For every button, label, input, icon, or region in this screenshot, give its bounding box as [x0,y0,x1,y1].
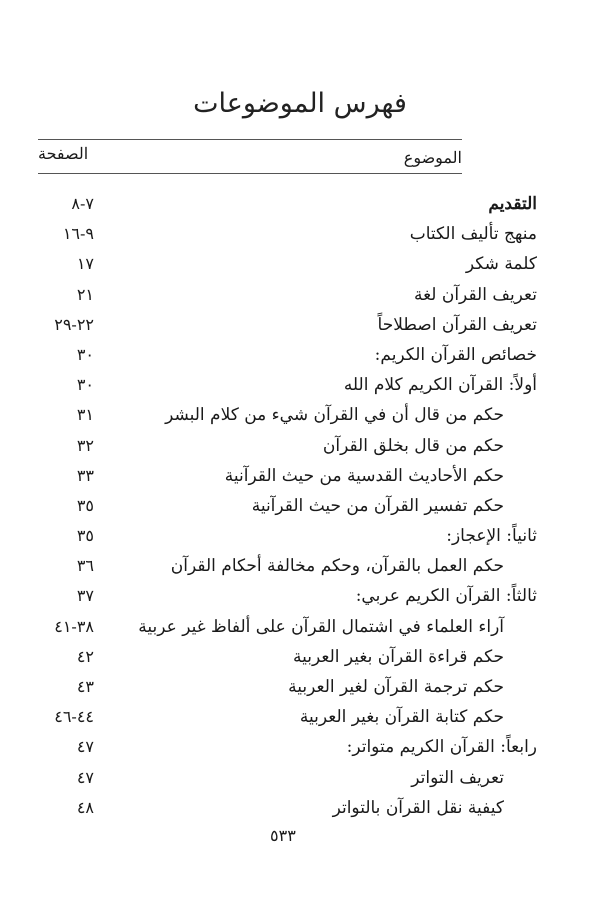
toc-entry-title: حكم قراءة القرآن بغير العربية [293,646,504,667]
toc-entry-title: كيفية نقل القرآن بالتواتر [332,797,504,818]
toc-entry [0,794,600,824]
toc-entry [0,522,600,552]
table-of-contents [0,190,600,824]
toc-entry [0,190,600,220]
page-title: فهرس الموضوعات [193,88,407,119]
toc-entry [0,250,600,280]
toc-entry-page: ٣٢ [76,435,94,455]
header-bottom-rule [38,173,462,174]
table-header [38,144,462,172]
page-number: ٥٣٣ [270,826,296,845]
toc-entry-title: حكم ترجمة القرآن لغير العربية [288,677,504,697]
toc-entry-page: ٤٨ [76,797,94,817]
page-column-header: الصفحة [38,144,89,163]
toc-entry [0,432,600,462]
toc-entry-page: ٤٧ [76,767,94,787]
toc-entry [0,582,600,612]
toc-entry-title: حكم من قال أن في القرآن شيء من كلام البشر [165,405,504,426]
toc-entry-title: حكم تفسير القرآن من حيث القرآنية [251,495,504,516]
toc-entry [0,764,600,794]
toc-entry-page: ٤٣ [76,677,94,696]
toc-entry-page: ٣٠ [76,344,94,364]
toc-entry-page: ٢١ [76,284,94,304]
toc-entry-page: ٧-٨ [71,194,94,213]
toc-entry [0,673,600,703]
toc-entry-title: حكم العمل بالقرآن، وحكم مخالفة أحكام القرآن [170,556,504,577]
toc-entry [0,552,600,582]
toc-entry-page: ٣٨-٤١ [54,616,94,636]
toc-entry-title: خصائص القرآن الكريم: [374,344,537,365]
toc-entry-title: تعريف القرآن اصطلاحاً [377,314,537,335]
toc-entry [0,462,600,492]
toc-entry-title: رابعاً: القرآن الكريم متواتر: [346,737,537,758]
toc-entry-page: ٤٢ [76,646,94,666]
toc-entry [0,311,600,341]
toc-entry-page: ٤٤-٤٦ [54,707,94,727]
toc-entry-title: كلمة شكر [465,254,537,275]
toc-entry-title: تعريف القرآن لغة [413,284,537,305]
toc-entry-title: حكم من قال بخلق القرآن [322,435,504,456]
toc-entry-title: منهج تأليف الكتاب [409,224,537,245]
topic-column-header: الموضوع [403,148,462,167]
toc-entry-page: ٣٥ [76,526,94,546]
toc-entry-page: ٣١ [76,405,94,425]
toc-entry-page: ٢٢-٢٩ [54,314,94,334]
toc-entry [0,281,600,311]
toc-entry-title: آراء العلماء في اشتمال القرآن على ألفاظ غير عربية [138,616,504,637]
toc-entry [0,401,600,431]
toc-entry-page: ٤٧ [76,737,94,757]
header-top-rule [38,139,462,140]
toc-entry-title: أولاً: القرآن الكريم كلام الله [343,375,537,396]
toc-entry-page: ٩-١٦ [62,224,94,244]
toc-entry-page: ٣٣ [76,465,94,485]
toc-entry [0,733,600,763]
toc-entry-title: التقديم [488,194,537,214]
toc-entry-page: ٣٦ [76,556,94,576]
toc-entry-page: ١٧ [76,254,94,274]
toc-entry [0,703,600,733]
toc-entry-page: ٣٠ [76,375,94,395]
toc-entry-title: تعريف التواتر [411,767,504,788]
toc-entry-title: حكم الأحاديث القدسية من حيث القرآنية [224,465,504,486]
toc-entry [0,492,600,522]
toc-entry [0,613,600,643]
toc-entry [0,220,600,250]
toc-entry-title: ثانياً: الإعجاز: [446,526,537,547]
toc-entry-page: ٣٥ [76,495,94,515]
toc-entry-title: حكم كتابة القرآن بغير العربية [299,707,504,728]
toc-entry [0,643,600,673]
toc-entry-page: ٣٧ [76,586,94,606]
toc-entry [0,341,600,371]
toc-entry [0,371,600,401]
toc-entry-title: ثالثاً: القرآن الكريم عربي: [355,586,537,607]
